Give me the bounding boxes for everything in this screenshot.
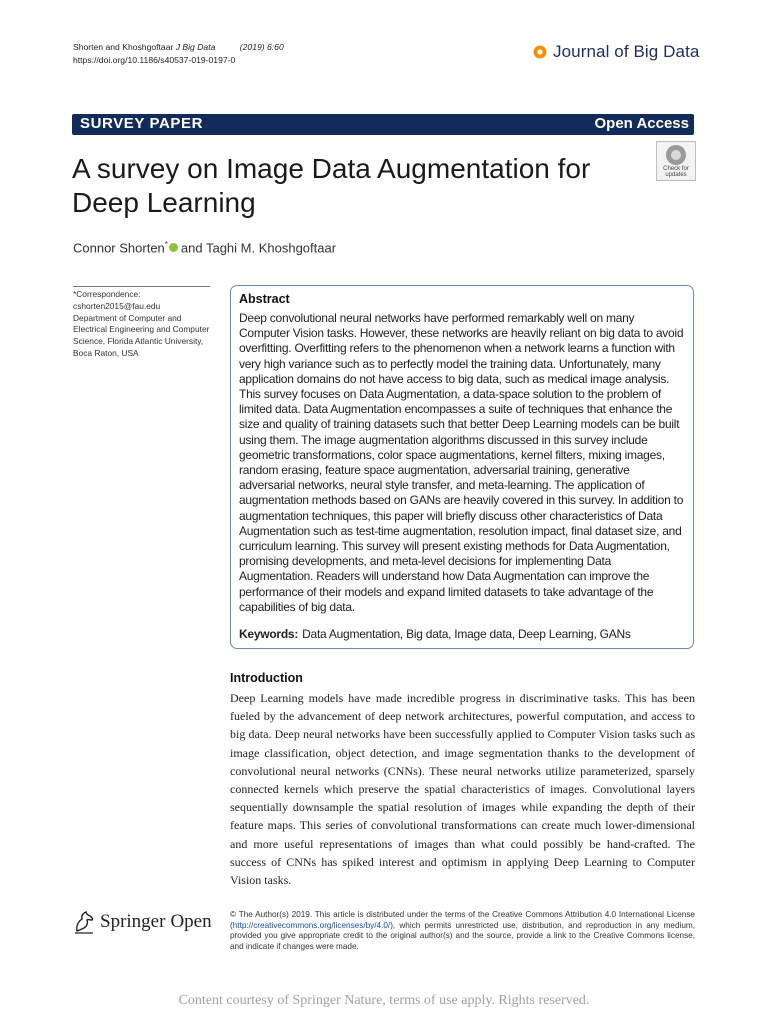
header-journal-abbrev: J Big Data (175, 42, 216, 52)
correspondence-affiliation: Department of Computer and Electrical Engineering and Computer Science, Florida Atlantic University, Boca Raton, USA (73, 312, 210, 358)
author-rest[interactable]: and Taghi M. Khoshgoftaar (180, 240, 337, 256)
doi-link[interactable]: https://doi.org/10.1186/s40537-019-0197-0 (73, 55, 236, 65)
author-first[interactable]: Connor Shorten (73, 240, 165, 256)
keywords-label: Keywords: (239, 627, 299, 641)
header-authors: Shorten and Khoshgoftaar (73, 42, 174, 52)
journal-logo[interactable] (533, 42, 699, 62)
correspondence-label: *Correspondence: (73, 289, 141, 299)
springer-horse-icon (73, 910, 95, 934)
orcid-icon[interactable] (169, 243, 178, 252)
open-wordmark: Open (170, 911, 212, 932)
author-line (73, 240, 336, 255)
check-for-updates-badge[interactable] (656, 141, 696, 181)
check-updates-icon (666, 145, 686, 165)
correspondence-email[interactable]: cshorten2015@fau.edu (73, 300, 161, 311)
article-type-bar (72, 114, 694, 135)
introduction-heading: Introduction (230, 671, 303, 685)
keywords-list: Data Augmentation, Big data, Image data, Deep Learning, GANs (302, 627, 631, 641)
correspondence-block (73, 289, 213, 360)
courtesy-notice: Content courtesy of Springer Nature, terms of use apply. Rights reserved. (178, 993, 590, 1008)
article-title: A survey on Image Data Augmentation for Deep Learning (72, 153, 591, 218)
corresponding-mark: * (164, 240, 168, 249)
open-access-label: Open Access (594, 115, 689, 132)
correspondence-divider (73, 286, 210, 287)
journal-name: Journal of Big Data (553, 42, 700, 61)
license-link[interactable]: http://creativecommons.org/licenses/by/4.0/ (232, 920, 391, 930)
keywords-line (239, 627, 685, 641)
license-part-a: © The Author(s) 2019. This article is distributed under the terms of the Creative Commons Attribution 4.0 International License ( (230, 910, 695, 930)
header-year-volume: (2019) 6:60 (239, 42, 284, 52)
journal-logo-icon (533, 45, 547, 59)
springer-open-logo[interactable] (73, 910, 212, 934)
abstract-heading: Abstract (239, 292, 290, 306)
check-updates-label: Check for updates (663, 166, 689, 178)
abstract-text: Deep convolutional neural networks have performed remarkably well on many Computer Vision tasks. However, these networks are heavily reliant on big data to avoid overfitting. Overfitting refers to the phenomenon when a network learns a function with very high variance such as to perfectly model the training data. Unfortunately, many application domains do not have access to big data, such as medical image analysis. This survey focuses on Data Augmentation, a data-space solution to the problem of limited data. Data Augmentation encompasses a suite of techniques that enhance the size and quality of training datasets such that better Deep Learning models can be built using them. The image augmentation algorithms discussed in this survey include geometric transformations, color space augmentations, kernel filters, mixing images, random erasing, feature space augmentation, adversarial training, generative adversarial networks, neural style transfer, and meta-learning. The application of augmentation methods based on GANs are heavily covered in this survey. In addition to augmentation techniques, this paper will briefly discuss other characteristics of Data Augmentation such as test-time augmentation, resolution impact, final dataset size, and curriculum learning. This survey will present existing methods for Data Augmentation, promising developments, and meta-level decisions for implementing Data Augmentation. Readers will understand how Data Augmentation can improve the performance of their models and expand limited datasets to take advantage of the capabilities of big data. (239, 311, 684, 614)
license-part-b: ), which permits unrestricted use, distribution, and reproduction in any medium, provided you give appropriate credit to the original author(s) and the source, provide a link to the Creative Commons license, and indicate if changes were made. (230, 920, 695, 951)
article-type-label: SURVEY PAPER (80, 115, 204, 132)
license-text (230, 910, 695, 952)
springer-wordmark: Springer (100, 911, 166, 932)
running-header (73, 41, 284, 67)
introduction-text: Deep Learning models have made incredible progress in discriminative tasks. This has been fueled by the advancement of deep network architectures, powerful computation, and access to big data. Deep neural networks have been successfully applied to Computer Vision tasks such as image classification, object detection, and image segmentation thanks to the development of convolutional neural networks (CNNs). These neural networks utilize parameterized, sparsely connected kernels which preserve the spatial characteristics of images. Convolutional layers sequentially downsample the spatial resolution of images while expanding the depth of their feature maps. This series of convolutional transformations can create much lower-dimensional and more useful representations of images than what could possibly be hand-crafted. The success of CNNs has spiked interest and optimism in applying Deep Learning to Computer Vision tasks. (230, 691, 695, 888)
